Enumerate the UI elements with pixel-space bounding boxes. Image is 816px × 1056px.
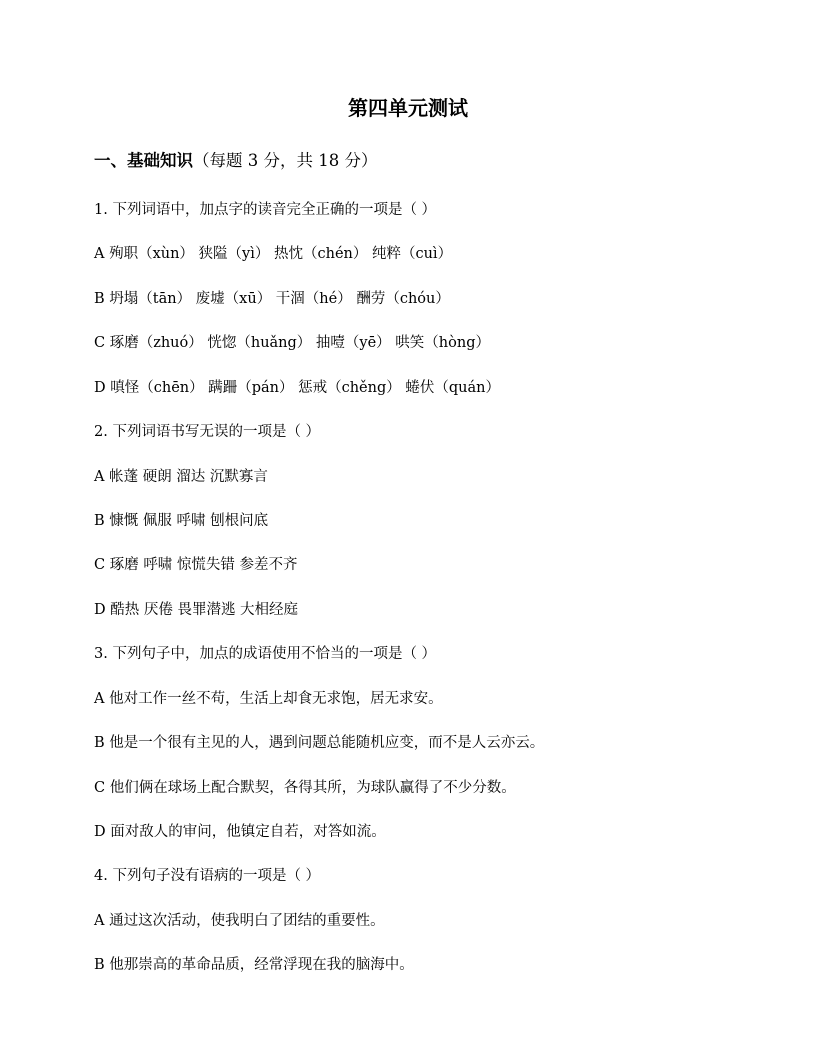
question-3-option-c: C 他们俩在球场上配合默契，各得其所，为球队赢得了不少分数。 — [94, 780, 516, 796]
question-2-option-d: D 酷热 厌倦 畏罪潜逃 大相经庭 — [94, 602, 299, 618]
page-title: 第四单元测试 — [348, 96, 468, 120]
question-3-option-d: D 面对敌人的审问，他镇定自若，对答如流。 — [94, 824, 386, 840]
question-2-option-c: C 琢磨 呼啸 惊慌失错 参差不齐 — [94, 557, 298, 573]
question-2-option-b: B 慷慨 佩服 呼啸 刨根问底 — [94, 513, 269, 529]
section-heading — [94, 148, 377, 174]
question-3-option-a: A 他对工作一丝不苟，生活上却食无求饱，居无求安。 — [94, 691, 443, 707]
question-1-option-b: B 坍塌（tān） 废墟（xū） 干涸（hé） 酬劳（chóu） — [94, 291, 450, 307]
question-2-stem: 2. 下列词语书写无误的一项是（ ） — [94, 424, 321, 440]
question-4-option-a: A 通过这次活动，使我明白了团结的重要性。 — [94, 913, 385, 929]
question-1-option-a: A 殉职（xùn） 狭隘（yì） 热忱（chén） 纯粹（cuì） — [94, 246, 453, 262]
question-3-stem: 3. 下列句子中，加点的成语使用不恰当的一项是（ ） — [94, 646, 437, 662]
section-heading-label: 一、基础知识 — [94, 151, 193, 170]
section-heading-note: （每题 3 分，共 18 分） — [193, 151, 378, 170]
question-3-option-b: B 他是一个很有主见的人，遇到问题总能随机应变，而不是人云亦云。 — [94, 735, 545, 751]
question-4-option-b: B 他那崇高的革命品质，经常浮现在我的脑海中。 — [94, 957, 414, 973]
question-1-stem: 1. 下列词语中，加点字的读音完全正确的一项是（ ） — [94, 202, 437, 218]
question-1-option-d: D 嗔怪（chēn） 蹒跚（pán） 惩戒（chěng） 蜷伏（quán） — [94, 380, 500, 396]
question-1-option-c: C 琢磨（zhuó） 恍惚（huǎng） 抽噎（yē） 哄笑（hòng） — [94, 335, 490, 351]
question-2-option-a: A 帐蓬 硬朗 溜达 沉默寡言 — [94, 469, 268, 485]
question-4-stem: 4. 下列句子没有语病的一项是（ ） — [94, 868, 321, 884]
